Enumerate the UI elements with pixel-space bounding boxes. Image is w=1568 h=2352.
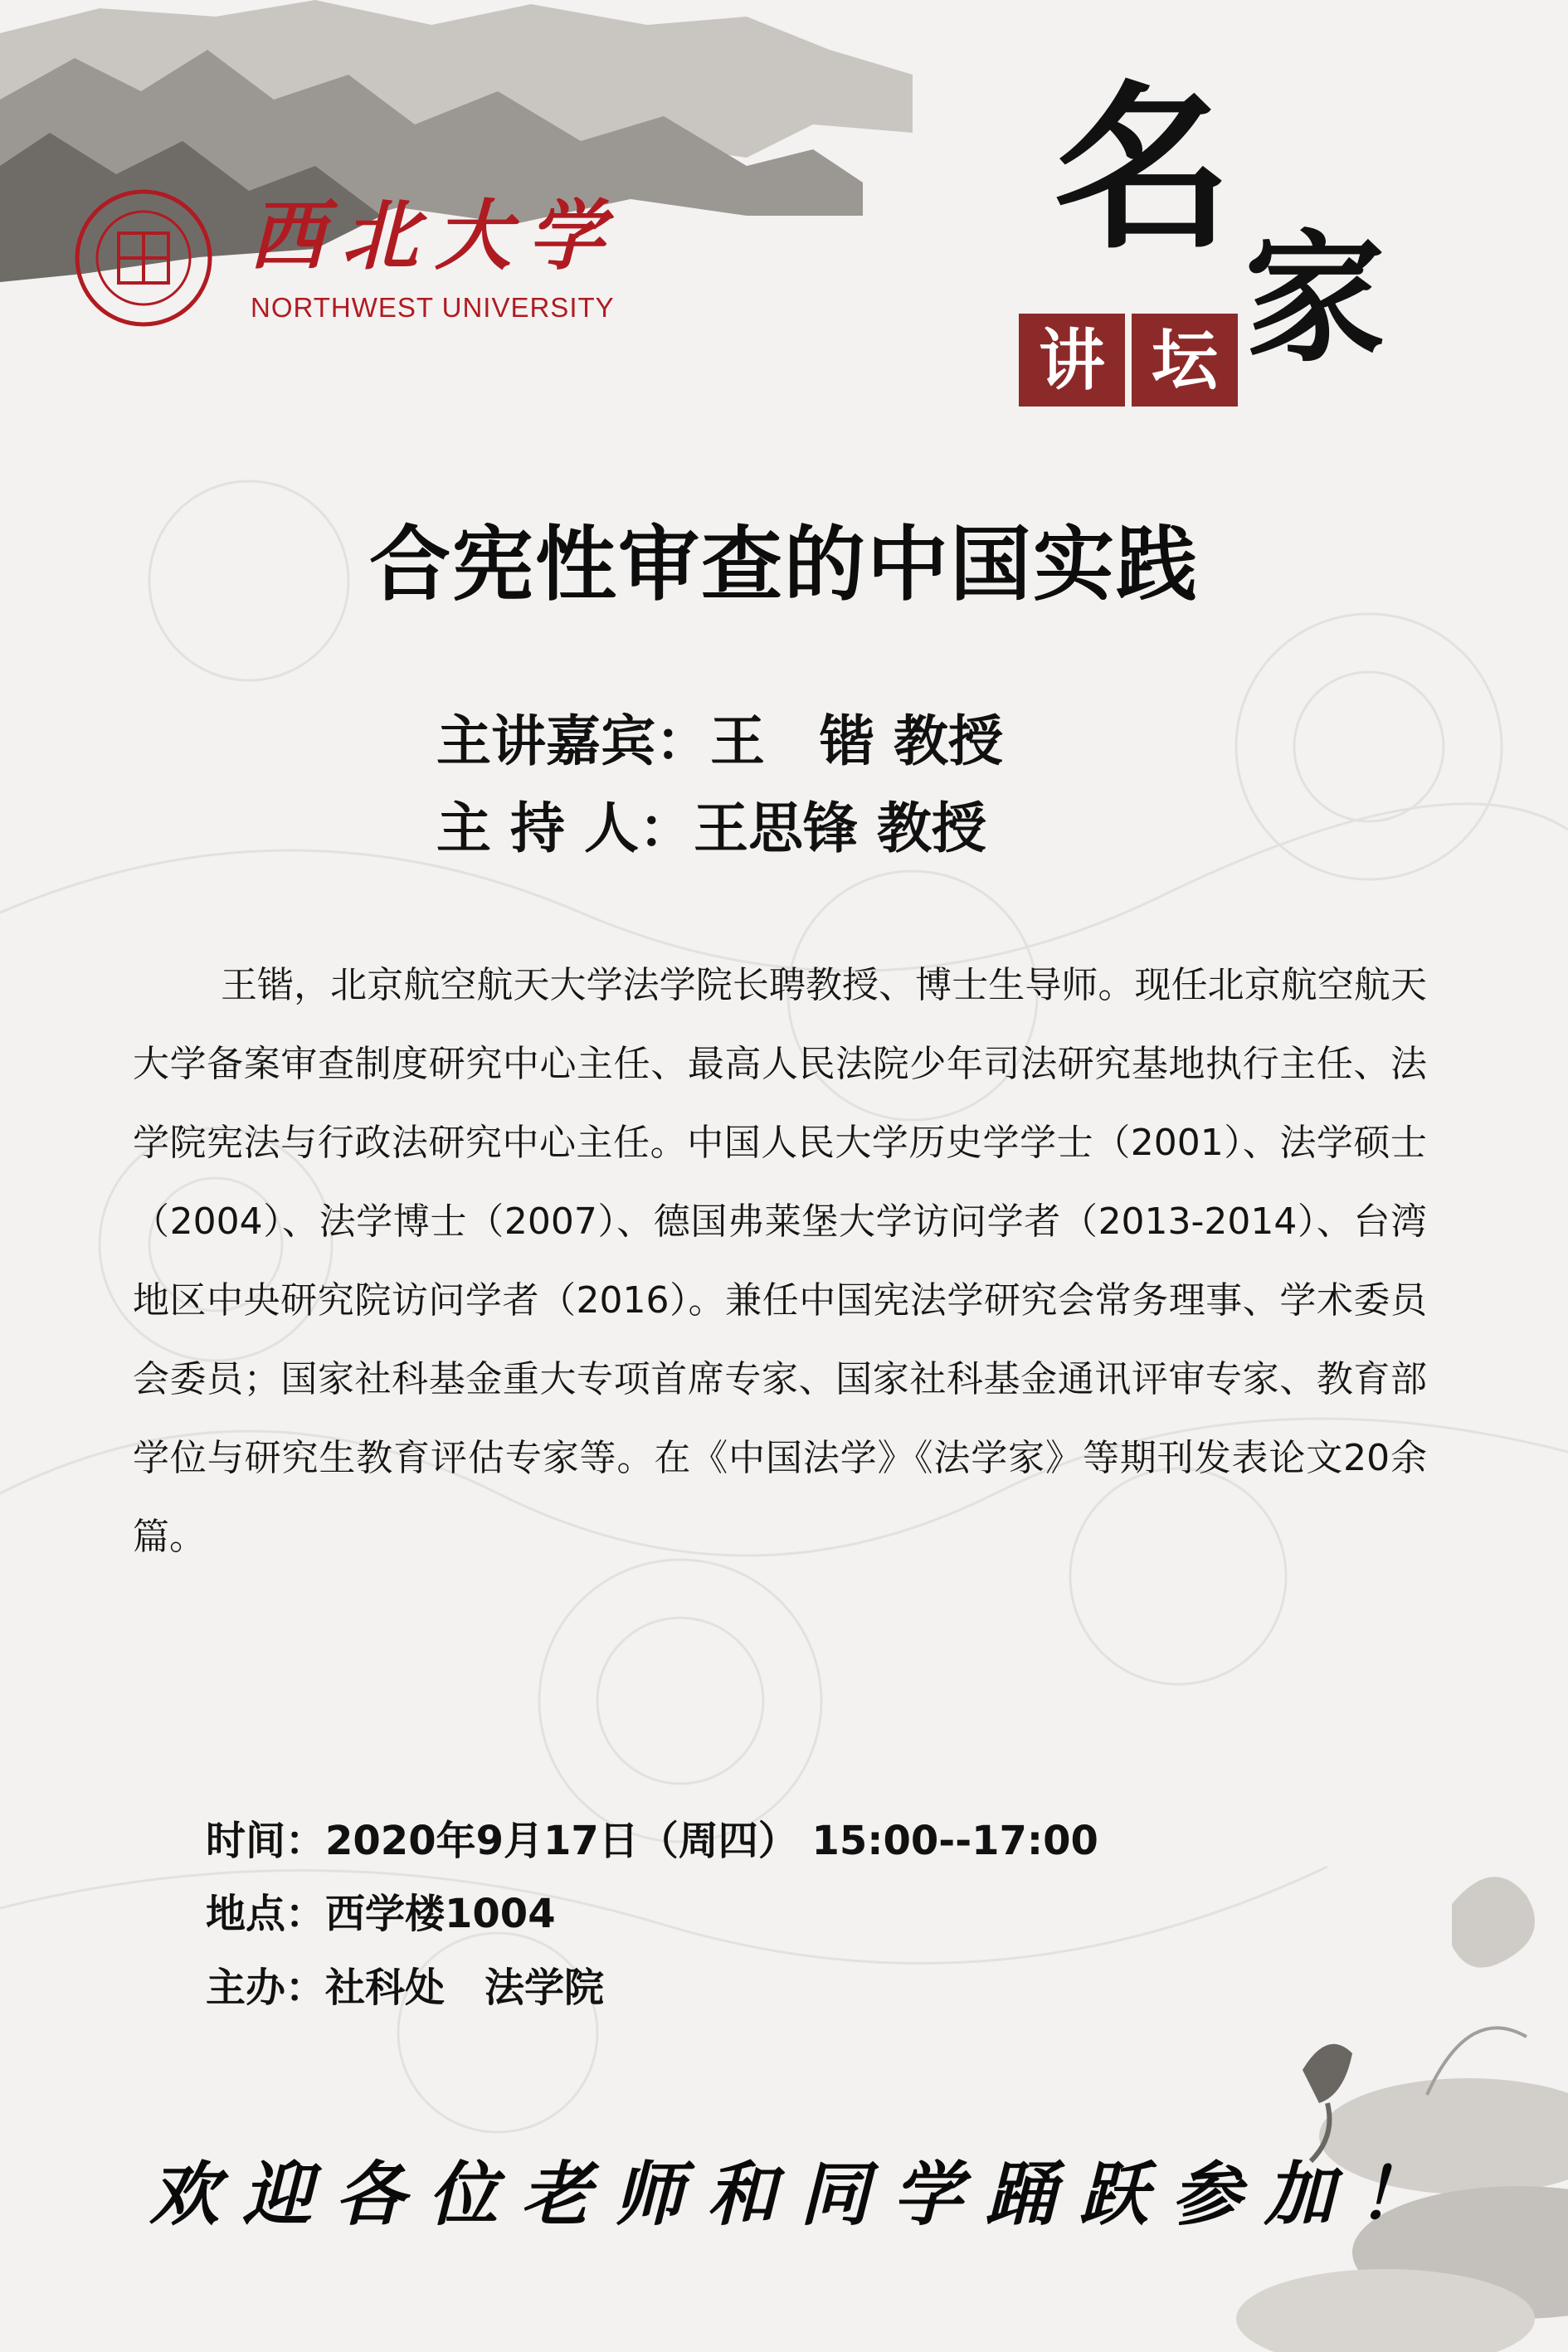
brand-char-jia: 家	[1244, 216, 1386, 382]
event-time: 时间：2020年9月17日（周四） 15:00--17:00	[206, 1818, 1098, 1864]
event-place: 地点：西学楼1004	[206, 1891, 556, 1937]
lecture-title: 合宪性审查的中国实践	[368, 517, 1199, 612]
university-logo-icon	[73, 187, 214, 329]
speaker-biography: 王锴，北京航空航天大学法学院长聘教授、博士生导师。现任北京航空航天大学备案审查制度研究中心主任、最高人民法院少年司法研究基地执行主任、法学院宪法与行政法研究中心主任。中国人民大学历史学学士（2001）、法学硕士（2004）、法学博士（2007）、德国弗莱堡大学访问学者（2013-2014）、台湾地区中央研究院访问学者（2016）。兼任中国宪法学研究会常务理事、学术委员会委员；国家社科基金重大专项首席专家、国家社科基金通讯评审专家、教育部学位与研究生教育评估专家等。在《中国法学》《法学家》等期刊发表论文20余篇。	[133, 964, 1427, 1558]
event-organizer: 主办：社科处 法学院	[206, 1965, 605, 2011]
seal-jiang: 讲	[1019, 314, 1125, 407]
seal-tan: 坛	[1132, 314, 1238, 407]
welcome-message: 欢迎各位老师和同学踊跃参加！	[149, 2153, 1451, 2235]
speaker-line: 主讲嘉宾：王 锴 教授	[436, 709, 1003, 773]
university-name-cn: 西北大学	[249, 191, 621, 280]
brand-char-ming: 名	[1054, 63, 1232, 273]
university-name-en: NORTHWEST UNIVERSITY	[251, 292, 615, 323]
host-line: 主 持 人：王思锋 教授	[436, 796, 986, 860]
lotus-fish-painting	[1137, 1821, 1568, 2352]
